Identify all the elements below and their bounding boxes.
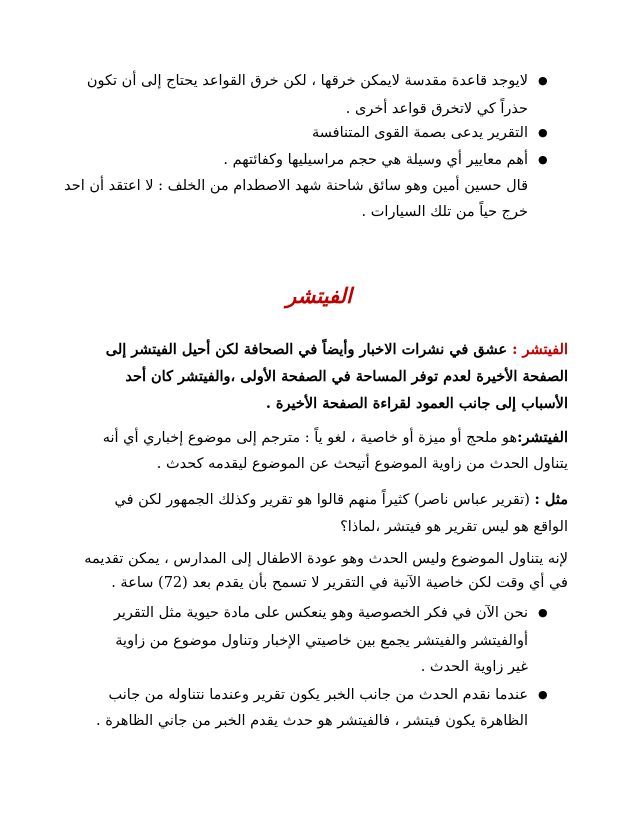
bullet-1-line-2: حذراً كي لاتخرق قواعد أخرى . — [345, 101, 528, 117]
reason-line-2: في أي وقت لكن خاصية الآنية في التقرير لا تسمح بأن يقدم بعد (72) ساعة . — [111, 575, 568, 591]
bullet-icon: ● — [538, 606, 548, 619]
bottom-bullet-2-line-2: الظاهرة يكون فيتشر ، فالفيتشر هو حدث يقدم الخبر من جاني الظاهرة . — [95, 713, 528, 729]
quote-line-1: قال حسين أمين وهو سائق شاحنة شهد الاصطدام من الخلف : لا اعتقد أن احد — [64, 178, 528, 194]
section-title: الفيتشر — [286, 283, 352, 308]
bottom-bullet-1-line-2: أوالفيتشر والفيتشر يجمع بين خاصيتي الإخبار وتناول موضوع من زاوية — [115, 633, 528, 649]
feature-def-label: الفيتشر : — [512, 341, 568, 358]
bullet-icon: ● — [538, 126, 548, 139]
bullet-icon: ● — [538, 153, 548, 166]
reason-line-1: لإنه يتناول الموضوع وليس الحدث وهو عودة الاطفال إلى المدارس ، يمكن تقديمه — [84, 551, 568, 567]
feature-lang-text: هو ملحج أو ميزة أو خاصية ، لغو ياً : مترجم إلى موضوع إخباري أي أنه — [102, 430, 518, 446]
bottom-bullet-2-line-1: عندما نقدم الحدث من جانب الخبر يكون تقرير وعندما نتناوله من جانب — [108, 687, 528, 703]
bullet-2-line-1: التقرير يدعى بصمة القوى المتنافسة — [311, 125, 528, 141]
bottom-bullet-1-line-3: غير زاوية الحدث . — [420, 659, 528, 675]
bullet-3-line-1: أهم معايير أي وسيلة هي حجم مراسيليها وكفائتهم . — [223, 152, 528, 168]
feature-def-line-3: الأسباب إلى جانب العمود لقراءة الصفحة الأخيرة . — [265, 395, 568, 412]
example-line-1 — [115, 490, 568, 510]
feature-def-line-2: الصفحة الأخيرة لعدم توفر المساحة في الصفحة الأولى ،والفيتشر كان أحد — [125, 368, 568, 385]
bullet-icon: ● — [538, 688, 548, 701]
feature-def-line-1 — [106, 340, 568, 360]
example-line-2: الواقع هو ليس تقرير هو فيتشر ،لماذا؟ — [340, 519, 568, 535]
feature-def-text: عشق في نشرات الاخبار وأيضاً في الصحافة لكن أحيل الفيتشر إلى — [105, 341, 508, 358]
bottom-bullet-1-line-1: نحن الآن في فكر الخصوصية وهو ينعكس على مادة حيوية مثل التقرير — [113, 605, 528, 621]
feature-lang-label: الفيتشر: — [517, 429, 568, 446]
feature-lang-line-1 — [103, 428, 568, 448]
bullet-icon: ● — [538, 74, 548, 87]
feature-lang-line-2: يتناول الحدث من زاوية الموضوع أتيحث عن الموضوع ليقدمه كحدث . — [156, 456, 568, 472]
quote-line-2: خرج حياً من تلك السيارات . — [361, 204, 528, 220]
example-label: مثل : — [534, 491, 568, 508]
example-text: (تقرير عباس ناصر) كثيراً منهم قالوا هو تقرير وكذلك الجمهور لكن في — [114, 492, 530, 508]
bullet-1-line-1: لايوجد قاعدة مقدسة لايمكن خرقها ، لكن خرق القواعد يحتاج إلى أن تكون — [86, 73, 528, 89]
